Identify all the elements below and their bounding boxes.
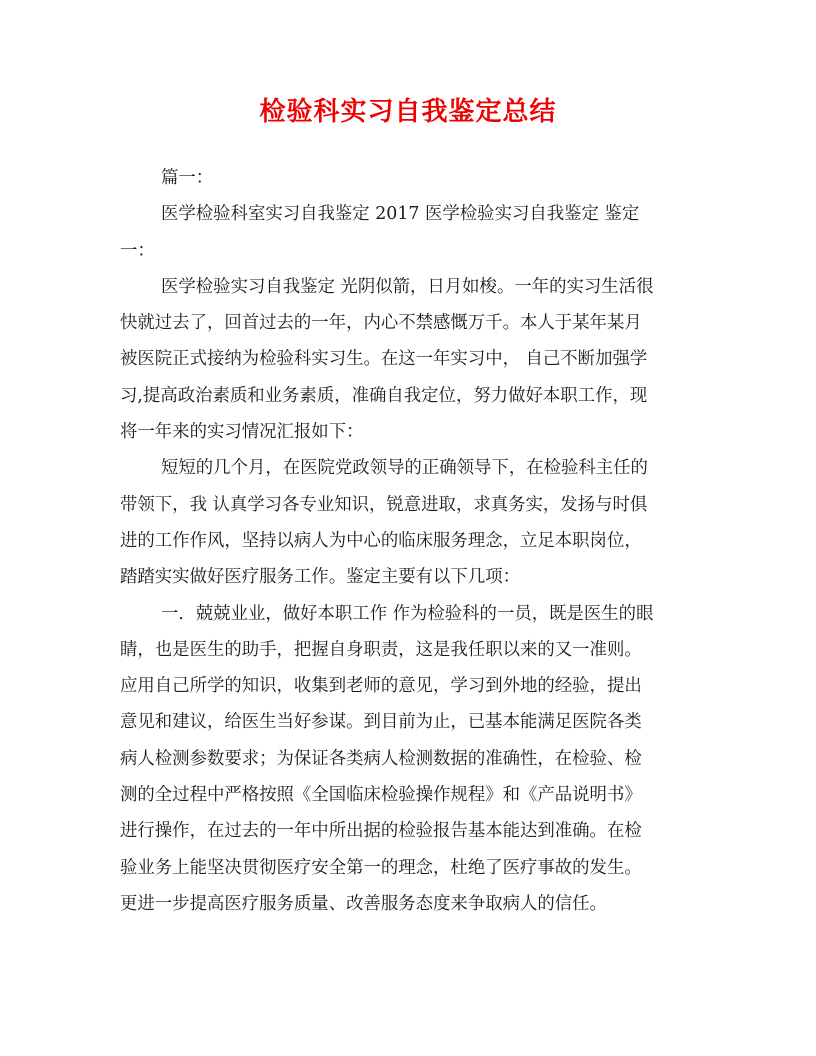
text-line: 将一年来的实习情况汇报如下：	[120, 422, 364, 443]
text-line: 进的工作作风，坚持以病人为中心的临床服务理念，立足本职岗位，	[120, 530, 642, 551]
text-line: 习,提高政治素质和业务素质，准确自我定位，努力做好本职工作，现	[120, 385, 648, 406]
paragraph-heading	[120, 196, 696, 269]
paragraph-section-one	[120, 596, 696, 923]
text-line: 睛，也是医生的助手，把握自身职责，这是我任职以来的又一准则。	[120, 639, 642, 660]
text-line: 踏踏实实做好医疗服务工作。鉴定主要有以下几项：	[120, 567, 520, 588]
paragraph-intro	[120, 269, 696, 450]
text-line: 验业务上能坚决贯彻医疗安全第一的理念，杜绝了医疗事故的发生。	[120, 857, 642, 878]
text-line: 一：	[120, 240, 155, 261]
text-line: 应用自己所学的知识，收集到老师的意见，学习到外地的经验，提出	[120, 676, 642, 697]
text-line: 一．兢兢业业，做好本职工作 作为检验科的一员，既是医生的眼	[161, 603, 654, 624]
paragraph-section-label	[120, 160, 696, 196]
text-line: 进行操作，在过去的一年中所出据的检验报告基本能达到准确。在检	[120, 821, 642, 842]
text-line: 篇一：	[161, 168, 214, 188]
text-line: 医学检验科室实习自我鉴定 2017 医学检验实习自我鉴定 鉴定	[161, 204, 640, 225]
text-line: 带领下，我 认真学习各专业知识，锐意进取，求真务实，发扬与时俱	[120, 494, 648, 515]
document-title: 检验科实习自我鉴定总结	[259, 97, 557, 127]
text-line: 被医院正式接纳为检验科实习生。在这一年实习中， 自己不断加强学	[120, 349, 648, 370]
text-line: 短短的几个月，在医院党政领导的正确领导下，在检验科主任的	[161, 458, 648, 479]
text-line: 意见和建议，给医生当好参谋。到目前为止，已基本能满足医院各类	[120, 712, 642, 733]
text-line: 快就过去了，回首过去的一年，内心不禁感慨万千。本人于某年某月	[120, 313, 642, 334]
text-line: 更进一步提高医疗服务质量、改善服务态度来争取病人的信任。	[120, 893, 607, 914]
text-line: 测的全过程中严格按照《全国临床检验操作规程》和《产品说明书》	[120, 785, 642, 806]
text-line: 病人检测参数要求；为保证各类病人检测数据的准确性，在检验、检	[120, 748, 642, 769]
paragraph-summary	[120, 450, 696, 595]
text-line: 医学检验实习自我鉴定 光阴似箭，日月如梭。一年的实习生活很	[161, 276, 654, 297]
document-body	[120, 160, 696, 922]
